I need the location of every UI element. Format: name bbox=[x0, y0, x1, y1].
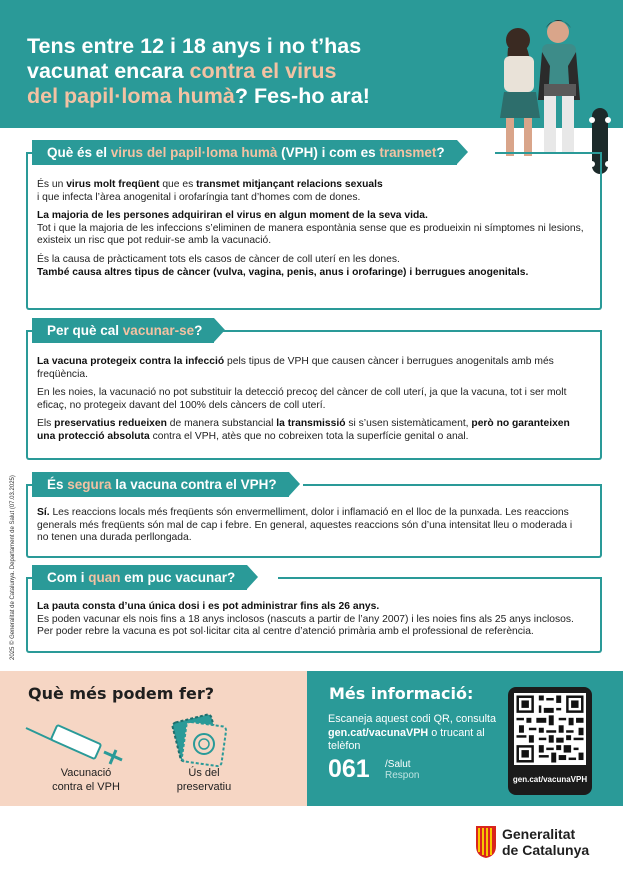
section2-title: Per què cal vacunar-se? bbox=[32, 318, 214, 343]
section2-paragraph1: La vacuna protegeix contra la infecció pels tipus de VPH que causen càncer i berrugues anogenitals amb més freqüència. bbox=[37, 356, 554, 380]
phone-number[interactable]: 061 bbox=[328, 755, 370, 783]
section2-paragraph3: Els preservatius redueixen de manera substancial la transmissió si s’usen sistemàticament, però no garanteixen una protecció absoluta contra el VPH, atès que no cobreixen tota la superfície genital o anal. bbox=[37, 418, 570, 442]
section3-title: És segura la vacuna contra el VPH? bbox=[32, 472, 289, 497]
qr-url-label: gen.cat/vacunaVPH bbox=[512, 775, 588, 784]
section1-body bbox=[37, 179, 585, 285]
info-text: Escaneja aquest codi QR, consulta gen.cat/vacunaVPH o trucant al telèfon bbox=[328, 713, 497, 752]
headline-highlight2: del papil·loma humà bbox=[27, 84, 235, 108]
qr-code-icon[interactable] bbox=[514, 693, 586, 765]
info-title: Més informació: bbox=[329, 684, 474, 703]
section3-body bbox=[37, 507, 583, 551]
generalitat-logo-text: Generalitat de Catalunya bbox=[502, 826, 590, 858]
copyright-note: 2025 © Generalitat de Catalunya. Departament de Salut (07.03.2025) bbox=[10, 475, 16, 660]
condom-caption: Ús del preservatiu bbox=[176, 767, 232, 793]
section3-paragraph1: Sí. Les reaccions locals més freqüents són envermelliment, dolor i inflamació en el lloc de la punxada. Les reaccions generals més freqüents són mal de cap i febre. En general, aquestes reaccions són d’una intensitat lleu o moderada i no tenen una durada perllongada. bbox=[37, 507, 573, 544]
section1-title: Què és el virus del papil·loma humà (VPH) i com es transmet? bbox=[32, 140, 457, 165]
section4-title: Com i quan em puc vacunar? bbox=[32, 565, 247, 590]
section2-paragraph2: En les noies, la vacunació no pot substituir la detecció precoç del càncer de coll uterí, ja que la vacuna, tot i ser molt eficaç, no protegeix davant del 100% dels càncers de coll uterí. bbox=[37, 387, 567, 411]
headline-line1: Tens entre 12 i 18 anys i no t’has bbox=[27, 34, 362, 58]
section4-paragraph1: La pauta consta d’una única dosi i es pot administrar fins als 26 anys. Es poden vacunar els nois fins a 18 anys inclosos (nascuts a partir de l’any 2007) i les noies fins als 25 anys inclosos. Per poder rebre la vacuna es pot sol·licitar cita al centre d’atenció primària amb el professional de referència. bbox=[37, 601, 574, 638]
section1-paragraph3: És la causa de pràcticament tots els casos de càncer de coll uterí en les dones. També causa altres tipus de càncer (vulva, vagina, penis, anus i orofaringe) i berrugues anogenitals. bbox=[37, 253, 529, 278]
info-link[interactable]: gen.cat/vacunaVPH bbox=[328, 726, 429, 739]
section2-body bbox=[37, 356, 585, 450]
section1-paragraph1: És un virus molt freqüent que es transmet mitjançant relacions sexuals i que infecta l’àrea anogenital i orofaríngia tant d’homes com de dones. bbox=[37, 179, 383, 203]
generalitat-logo-icon bbox=[476, 826, 496, 858]
vaccination-caption: Vacunació contra el VPH bbox=[52, 767, 120, 793]
prevention-title: Què més podem fer? bbox=[28, 684, 215, 703]
section1-paragraph2: La majoria de les persones adquiriran el virus en algun moment de la seva vida. Tot i que la majoria de les infeccions s’eliminen de manera espontània sense que es produeixin ni símptomes ni lesions, existeix un risc que pot reduir-se amb la vacunació. bbox=[37, 210, 584, 247]
headline-highlight1: contra el virus bbox=[189, 59, 337, 83]
headline-cta: ? Fes-ho ara! bbox=[234, 84, 370, 108]
headline-line2a: vacunat encara bbox=[27, 59, 190, 83]
phone-service-label: /Salut Respon bbox=[385, 759, 420, 781]
headline bbox=[27, 34, 407, 109]
section4-body bbox=[37, 601, 583, 645]
condom-icon bbox=[166, 712, 230, 768]
syringe-icon bbox=[22, 716, 126, 766]
